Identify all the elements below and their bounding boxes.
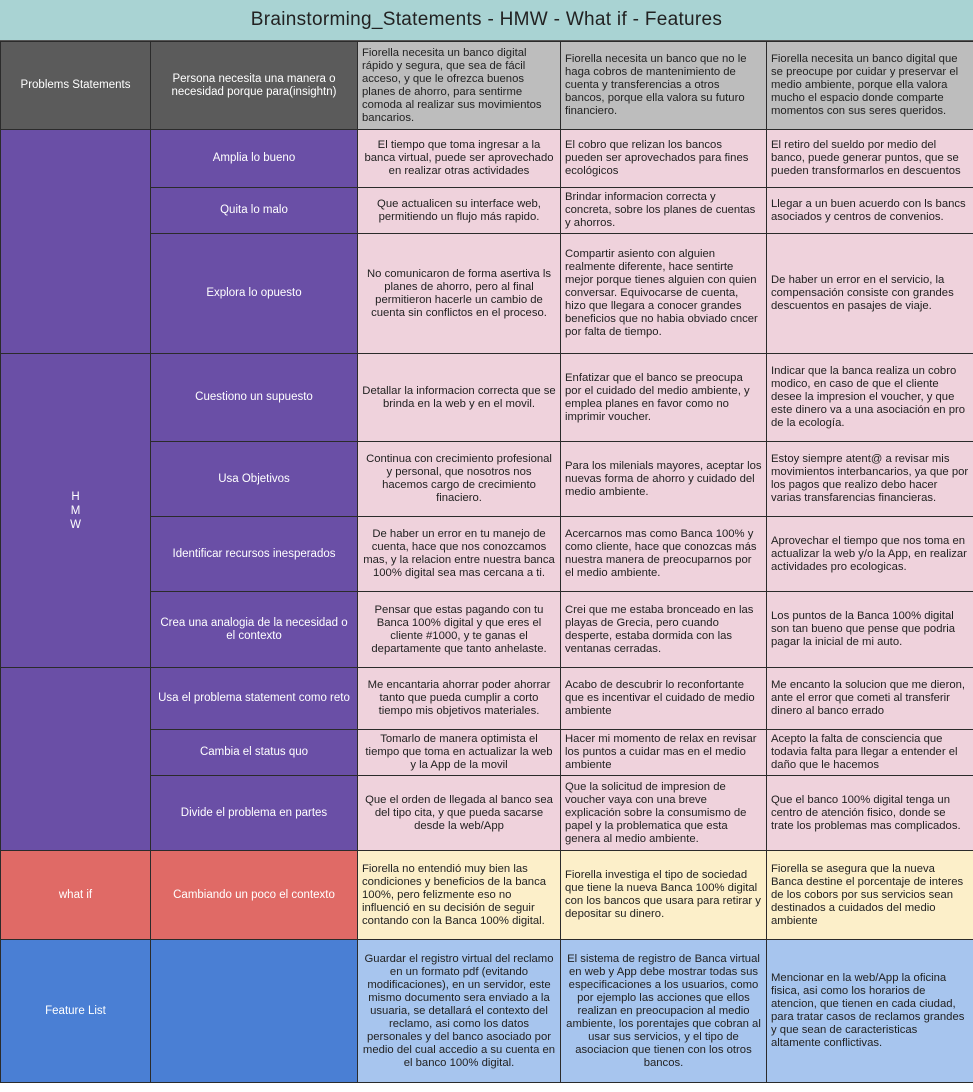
table-cell: Crei que me estaba bronceado en las playas de Grecia, pero cuando desperte, estaba dormida con las ventanas cerradas. [561, 592, 767, 668]
section-label-empty [1, 130, 151, 354]
row-label: Persona necesita una manera o necesidad porque para(insightn) [151, 42, 358, 130]
table-cell: Que el banco 100% digital tenga un centro de atención fisico, donde se trate los problemas mas complicados. [767, 776, 973, 851]
page-title: Brainstorming_Statements - HMW - What if - Features [0, 0, 973, 41]
table-cell: Pensar que estas pagando con tu Banca 100% digital y que eres el cliente #1000, y te ganas el departamente que tanto anhelaste. [358, 592, 561, 668]
table-row [1, 940, 973, 1083]
row-label: Crea una analogia de la necesidad o el contexto [151, 592, 358, 668]
table-cell: Compartir asiento con alguien realmente diferente, hace sentirte mejor porque tienes alguien con quien conversar. Equivocarse de cuenta, hizo que llegara a conocer grandes beneficios que no habia obviado cncer por falta de tiempo. [561, 234, 767, 354]
row-label: Identificar recursos inesperados [151, 517, 358, 592]
table-cell: Tomarlo de manera optimista el tiempo que toma en actualizar la web y la App de la movil [358, 730, 561, 776]
row-label: Cambiando un poco el contexto [151, 851, 358, 940]
table-cell: Acepto la falta de consciencia que todavia falta para llegar a entender el daño que le hacemos [767, 730, 973, 776]
table-row [1, 851, 973, 940]
table-cell: Fiorella no entendió muy bien las condiciones y beneficios de la banca 100%, pero felizmente eso no influenció en su decisión de seguir contando con la Banca 100% digital. [358, 851, 561, 940]
table-cell: Continua con crecimiento profesional y personal, que nosotros nos hacemos cargo de crecimiento finaciero. [358, 442, 561, 517]
table-cell: Estoy siempre atent@ a revisar mis movimientos interbancarios, ya que por los pagos que realizo debo hacer varias transfarencias financieras. [767, 442, 973, 517]
table-cell: Acabo de descubrir lo reconfortante que es incentivar el cuidado de medio ambiente [561, 668, 767, 730]
row-label: Usa Objetivos [151, 442, 358, 517]
table-cell: El retiro del sueldo por medio del banco, puede generar puntos, que se pueden transformarlos en descuentos [767, 130, 973, 188]
table-cell: Guardar el registro virtual del reclamo en un formato pdf (evitando modificaciones), en un servidor, este mismo documento sera enviado a la usuaria, se detallará el contexto del reclamo, asi como los datos personales y del banco asociado por medio del cual accedio a su cuenta en el banco 100% digital. [358, 940, 561, 1083]
table-cell: Indicar que la banca realiza un cobro modico, en caso de que el cliente desee la impresion el voucher, y que este dinero va a una asociación en pro de la ecología. [767, 354, 973, 442]
table-row [1, 668, 973, 730]
row-label: Usa el problema statement como reto [151, 668, 358, 730]
row-label: Quita lo malo [151, 188, 358, 234]
table-cell: De haber un error en el servicio, la compensación consiste con grandes descuentos en pasajes de viaje. [767, 234, 973, 354]
brainstorm-table [0, 41, 973, 1083]
table-cell: Mencionar en la web/App la oficina fisica, asi como los horarios de atencion, que tienen en cada ciudad, para tratar casos de reclamos grandes y que sean de caracteristicas altamente conflictivas. [767, 940, 973, 1083]
table-cell: El sistema de registro de Banca virtual en web y App debe mostrar todas sus especificaciones a los usuarios, como por ejemplo las acciones que ellos realizan en preocupacion al medio ambiente, los porentajes que cobran al usar sus servicios, y el tipo de asociacion que tienen con los otros bancos. [561, 940, 767, 1083]
table-row [1, 130, 973, 188]
table-cell: Fiorella necesita un banco que no le haga cobros de mantenimiento de cuenta y transferencias a otros bancos, porque ella valora su futuro financiero. [561, 42, 767, 130]
table-cell: Me encantaria ahorrar poder ahorrar tanto que pueda cumplir a corto tiempo mis objetivos materiales. [358, 668, 561, 730]
table-cell: Los puntos de la Banca 100% digital son tan bueno que pense que podria pagar la inicial de mi auto. [767, 592, 973, 668]
section-label-features: Feature List [1, 940, 151, 1083]
table-cell: Fiorella investiga el tipo de sociedad que tiene la nueva Banca 100% digital con los bancos que usara para retirar y depositar su dinero. [561, 851, 767, 940]
table-cell: Que actualicen su interface web, permitiendo un flujo más rapido. [358, 188, 561, 234]
table-cell: El cobro que relizan los bancos pueden ser aprovechados para fines ecológicos [561, 130, 767, 188]
table-cell: Que el orden de llegada al banco sea del tipo cita, y que pueda sacarse desde la web/App [358, 776, 561, 851]
row-label: Explora lo opuesto [151, 234, 358, 354]
table-cell: Detallar la informacion correcta que se brinda en la web y en el movil. [358, 354, 561, 442]
table-row [1, 42, 973, 130]
section-label-empty [1, 668, 151, 851]
table-cell: De haber un error en tu manejo de cuenta, hace que nos conozcamos mas, y la relacion entre nuestra banca 100% digital sea mas cercana a ti. [358, 517, 561, 592]
section-label-hmw: H M W [1, 354, 151, 668]
table-cell: Enfatizar que el banco se preocupa por el cuidado del medio ambiente, y emplea planes en favor como no imprimir voucher. [561, 354, 767, 442]
table-cell: Brindar informacion correcta y concreta, sobre los planes de cuentas y ahorros. [561, 188, 767, 234]
section-label-problems: Problems Statements [1, 42, 151, 130]
row-label [151, 940, 358, 1083]
table-cell: Hacer mi momento de relax en revisar los puntos a cuidar mas en el medio ambiente [561, 730, 767, 776]
row-label: Cambia el status quo [151, 730, 358, 776]
table-cell: Aprovechar el tiempo que nos toma en actualizar la web y/o la App, en realizar actividades pro ecologicas. [767, 517, 973, 592]
table-cell: Fiorella se asegura que la nueva Banca destine el porcentaje de interes de los cobors por sus servicios sean destinados a cuidados del medio ambiente [767, 851, 973, 940]
table-cell: Me encanto la solucion que me dieron, ante el error que cometi al transferir dinero al banco errado [767, 668, 973, 730]
table-cell: Fiorella necesita un banco digital rápido y segura, que sea de fácil acceso, y que le ofrezca buenos planes de ahorro, para sentirme comoda al realizar sus movimientos bancarios. [358, 42, 561, 130]
row-label: Amplia lo bueno [151, 130, 358, 188]
table-cell: El tiempo que toma ingresar a la banca virtual, puede ser aprovechado en realizar otras actividades [358, 130, 561, 188]
table-cell: Llegar a un buen acuerdo con ls bancs asociados y centros de convenios. [767, 188, 973, 234]
table-cell: Que la solicitud de impresion de voucher vaya con una breve explicación sobre la consumismo de papel y la problematica que esta genera al medio ambiente. [561, 776, 767, 851]
table-cell: Para los milenials mayores, aceptar los nuevas forma de ahorro y cuidado del medio ambiente. [561, 442, 767, 517]
row-label: Cuestiono un supuesto [151, 354, 358, 442]
table-row [1, 354, 973, 442]
table-cell: No comunicaron de forma asertiva ls planes de ahorro, pero al final permitieron hacerle un cambio de cuenta sin conflictos en el proceso. [358, 234, 561, 354]
table-cell: Acercarnos mas como Banca 100% y como cliente, hace que conozcas más nuestra manera de preocuparnos por el medio ambiente. [561, 517, 767, 592]
row-label: Divide el problema en partes [151, 776, 358, 851]
section-label-whatif: what if [1, 851, 151, 940]
table-cell: Fiorella necesita un banco digital que se preocupe por cuidar y preservar el medio ambiente, porque ella valora mucho el espacio donde comparte momentos con sus seres queridos. [767, 42, 973, 130]
